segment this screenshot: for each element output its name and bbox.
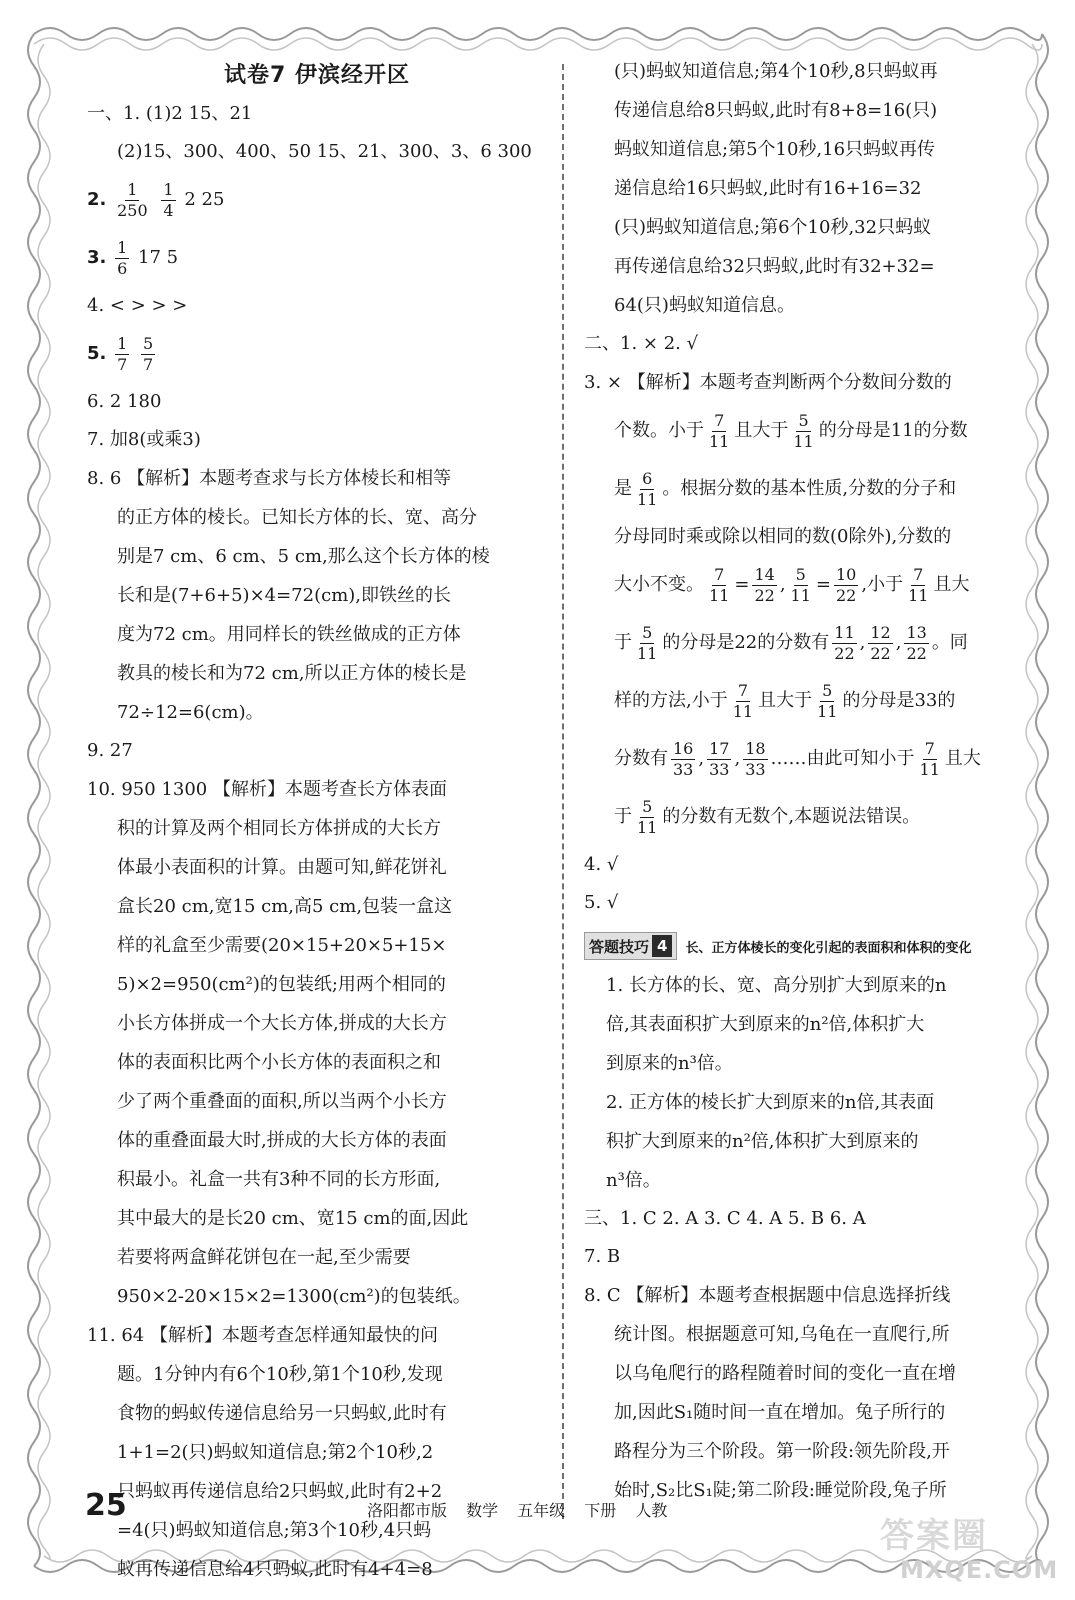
- q11-cont-line: 再传递信息给32只蚂蚁,此时有32+32=: [614, 256, 935, 277]
- fraction: $\frac{18}{33}$: [745, 738, 766, 779]
- fraction: $\frac{13}{22}$: [906, 622, 927, 663]
- q11-cont-line: 递信息给16只蚂蚁,此时有16+16=32: [614, 178, 922, 199]
- q11-line: 1+1=2(只)蚂蚁知道信息;第2个10秒,2: [117, 1442, 434, 1463]
- q10-line: 积最小。礼盒一共有3种不同的长方形面,: [117, 1169, 441, 1190]
- q8-line: 72÷12=6(cm)。: [117, 702, 264, 723]
- s1-q1b: (2)15、300、400、50 15、21、300、3、6 300: [117, 141, 532, 162]
- q10-line: 体最小表面积的计算。由题可知,鲜花饼礼: [117, 857, 447, 878]
- watermark-logo: 答案圈 MXQE.COM: [880, 1516, 1059, 1584]
- s3-q8-line: 始时,S₂比S₁陡;第二阶段:睡觉阶段,兔子所: [614, 1480, 947, 1501]
- fraction: $\frac{6}{11}$: [637, 468, 658, 509]
- tip-title: 长、正方体棱长的变化引起的表面积和体积的变化: [685, 940, 972, 956]
- fraction: $\frac{7}{11}$: [709, 410, 730, 451]
- q10-line: 盒长20 cm,宽15 cm,高5 cm,包装一盒这: [117, 896, 453, 917]
- fraction: $\frac{11}{22}$: [834, 622, 855, 663]
- q5-answer: [87, 325, 547, 383]
- left-column: [87, 52, 547, 1589]
- q11-continued: [584, 52, 1050, 325]
- q8-line: 教具的棱长和为72 cm,所以正方体的棱长是: [117, 663, 467, 684]
- fraction: $\frac{5}{11}$: [793, 410, 814, 451]
- tip-item-1: 1. 长方体的长、宽、高分别扩大到原来的n 倍,其表面积扩大到原来的n²倍,体积扩大 到原来的n³倍。: [606, 975, 947, 1074]
- fraction: $\frac{17}{33}$: [709, 738, 730, 779]
- q4-answer: 4. < > > >: [87, 295, 188, 316]
- s3-q8-line: 路程分为三个阶段。第一阶段:领先阶段,开: [614, 1441, 950, 1462]
- q10-line: 其中最大的是长20 cm、宽15 cm的面,因此: [117, 1208, 469, 1229]
- s3-q8-line: 加,因此S₁随时间一直在增加。兔子所行的: [614, 1402, 946, 1423]
- q3-label: 3.: [87, 247, 107, 268]
- q8-answer: [87, 459, 547, 732]
- q10-line: 积的计算及两个相同长方体拼成的大长方: [117, 818, 441, 839]
- q10-line: 体的重叠面最大时,拼成的大长方体的表面: [117, 1130, 447, 1151]
- s2-q3-head: 3. × 【解析】本题考查判断两个分数间分数的: [584, 372, 952, 393]
- q2-label: 2.: [87, 189, 107, 210]
- right-column: [584, 52, 1050, 1510]
- fraction: $\frac{10}{22}$: [836, 564, 857, 605]
- q11-cont-line: 传递信息给8只蚂蚁,此时有8+8=16(只): [614, 100, 938, 121]
- q3-rest: 17 5: [138, 247, 179, 268]
- q10-line: 950×2-20×15×2=1300(cm²)的包装纸。: [117, 1286, 471, 1307]
- q10-line: 若要将两盒鲜花饼包在一起,至少需要: [117, 1247, 411, 1268]
- q5-label: 5.: [87, 343, 107, 364]
- q8-head: 8. 6 【解析】本题考查求与长方体棱长和相等: [87, 468, 452, 489]
- s3-q8-answer: [584, 1276, 1050, 1510]
- fraction: $\frac{1}{7}$: [117, 333, 128, 374]
- q10-line: 样的礼盒至少需要(20×15+20×5+15×: [117, 935, 447, 956]
- q10-answer: [87, 770, 547, 1316]
- q11-line: 食物的蚂蚁传递信息给另一只蚂蚁,此时有: [117, 1403, 447, 1424]
- q8-line: 度为72 cm。用同样长的铁丝做成的正方体: [117, 624, 461, 645]
- s2-q3-answer: 3. × 【解析】本题考查判断两个分数间分数的 个数。小于 $\frac{7}{11}$ 且大于 $\frac{5}{11}$ 的分母是11的分数 是 $\frac{6}{11}$ 。根据分数的基本性质,分数的分子和 分母同时乘或除以相同的数(0除外),分数的 大小不变。 $\frac{7}{11}$ = $\frac{14}{22}$ , $\frac{5}{11}$ = $\frac{10}{22}$ ,小于 $\frac{7}{11}$ 且大 于 $\frac{5}{11}$ 的分母是22的分数有 $\frac{11}{22}$ , $\frac{12}{22}$ , $\frac{13}{22}$ 。同 样的方法,小于 $\frac{7}{11}$ 且大于 $\frac{5}{11}$ 的分母是33的 分数有 $\frac{16}{33}$ , $\frac{17}{33}$ , $\frac{18}{33}$ ……由此可知小于 $\frac{7}{11}$ 且大 于 $\frac{5}{11}$ 的分数有无数个,本题说法错误。: [584, 363, 1050, 846]
- q3-answer: [87, 229, 547, 287]
- s2-q1-q2: 二、1. × 2. √: [584, 333, 699, 354]
- fraction: $\frac{1}{6}$: [117, 237, 128, 278]
- fraction: $\frac{5}{7}$: [143, 333, 154, 374]
- q11-line: 蚁再传递信息给4只蚂蚁,此时有4+4=8: [117, 1559, 433, 1580]
- q8-line: 的正方体的棱长。已知长方体的长、宽、高分: [117, 507, 477, 528]
- q11-cont-line: 蚂蚁知道信息;第5个10秒,16只蚂蚁再传: [614, 139, 936, 160]
- s3-answers: 三、1. C 2. A 3. C 4. A 5. B 6. A: [584, 1208, 866, 1229]
- fraction: $\frac{7}{11}$: [732, 680, 754, 721]
- q11-head: 11. 64 【解析】本题考查怎样通知最快的问: [87, 1325, 438, 1346]
- fraction: $\frac{14}{22}$: [754, 564, 775, 605]
- q11-cont-line: 64(只)蚂蚁知道信息。: [614, 295, 795, 316]
- q2-answer: [87, 171, 547, 229]
- s2-q4: 4. √: [584, 854, 619, 875]
- s3-q8-line: 统计图。根据题意可知,乌龟在一直爬行,所: [614, 1324, 950, 1345]
- q9-answer: 9. 27: [87, 740, 133, 761]
- q11-line: 题。1分钟内有6个10秒,第1个10秒,发现: [117, 1364, 443, 1385]
- fraction: $\frac{5}{11}$: [637, 622, 658, 663]
- column-divider: [562, 64, 564, 1519]
- q2-rest: 2 25: [184, 189, 225, 210]
- q8-line: 别是7 cm、6 cm、5 cm,那么这个长方体的棱: [117, 546, 490, 567]
- s3-q7: 7. B: [584, 1246, 621, 1267]
- s1-q1a: 一、1. (1)2 15、21: [87, 103, 253, 124]
- fraction: $\frac{12}{22}$: [870, 622, 891, 663]
- fraction: $\frac{5}{11}$: [637, 796, 658, 837]
- q11-answer: [87, 1316, 547, 1589]
- s3-q8-line: 以乌龟爬行的路程随着时间的变化一直在增: [614, 1363, 956, 1384]
- fraction: $\frac{5}{11}$: [790, 564, 811, 605]
- page-number: 25: [85, 1488, 127, 1523]
- q10-line: 体的表面积比两个小长方体的表面积之和: [117, 1052, 441, 1073]
- page-title: 试卷7 伊滨经开区: [224, 63, 410, 88]
- tip-badge: 答题技巧 4: [584, 932, 677, 960]
- fraction: $\frac{7}{11}$: [919, 738, 940, 779]
- s2-q5: 5. √: [584, 892, 619, 913]
- q11-cont-line: (只)蚂蚁知道信息;第6个10秒,32只蚂蚁: [614, 217, 932, 238]
- fraction: $\frac{1}{250}$: [117, 179, 148, 220]
- q8-line: 长和是(7+6+5)×4=72(cm),即铁丝的长: [117, 585, 452, 606]
- fraction: $\frac{7}{11}$: [908, 564, 929, 605]
- fraction: $\frac{16}{33}$: [673, 738, 694, 779]
- tip-header: [584, 932, 1050, 960]
- tip-item-2: 2. 正方体的棱长扩大到原来的n倍,其表面 积扩大到原来的n²倍,体积扩大到原来的 n³倍。: [606, 1092, 935, 1191]
- q10-line: 少了两个重叠面的面积,所以当两个小长方: [117, 1091, 447, 1112]
- q10-head: 10. 950 1300 【解析】本题考查长方体表面: [87, 779, 447, 800]
- footer-text: 洛阳都市版 数学 五年级 下册 人教: [367, 1501, 668, 1520]
- s3-q8-head: 8. C 【解析】本题考查根据题中信息选择折线: [584, 1285, 951, 1306]
- fraction: $\frac{1}{4}$: [163, 179, 174, 220]
- fraction: $\frac{5}{11}$: [817, 680, 838, 721]
- q10-line: 5)×2=950(cm²)的包装纸;用两个相同的: [117, 974, 446, 995]
- q11-cont-line: (只)蚂蚁知道信息;第4个10秒,8只蚂蚁再: [614, 61, 938, 82]
- q6-answer: 6. 2 180: [87, 391, 162, 412]
- fraction: $\frac{7}{11}$: [709, 564, 730, 605]
- q11-line: 只蚂蚁再传递信息给2只蚂蚁,此时有2+2: [117, 1481, 443, 1502]
- q7-answer: 7. 加8(或乘3): [87, 429, 201, 450]
- q10-line: 小长方体拼成一个大长方体,拼成的大长方: [117, 1013, 447, 1034]
- q11-line: =4(只)蚂蚁知道信息;第3个10秒,4只蚂: [117, 1520, 432, 1541]
